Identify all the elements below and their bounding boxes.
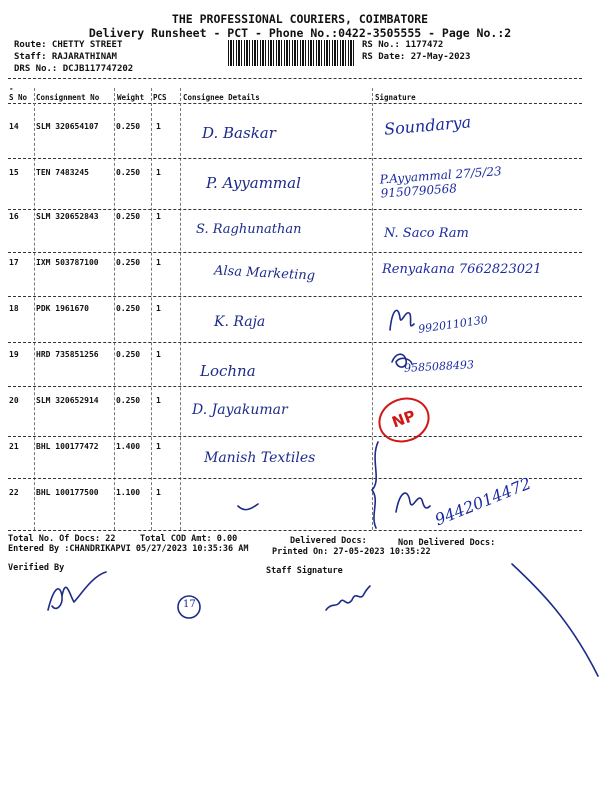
row-weight: 0.250 bbox=[116, 212, 141, 221]
consignee-handwritten: Lochna bbox=[200, 362, 256, 380]
row-pcs: 1 bbox=[156, 396, 161, 405]
row-consignment: BHL 100177500 bbox=[36, 488, 99, 497]
staff-signature bbox=[322, 582, 372, 618]
row-pcs: 1 bbox=[156, 350, 161, 359]
col-divider bbox=[34, 88, 35, 530]
rs-date: RS Date: 27-May-2023 bbox=[362, 52, 471, 62]
runsheet-subtitle: Delivery Runsheet - PCT - Phone No.:0422-3505555 - Page No.:2 bbox=[88, 26, 512, 40]
recipient-signature: Soundarya bbox=[383, 112, 472, 139]
sno-header-dash: - bbox=[9, 84, 14, 93]
row-weight: 0.250 bbox=[116, 258, 141, 267]
col-divider bbox=[180, 88, 181, 530]
header-bottom-rule bbox=[8, 103, 582, 104]
row-sno: 14 bbox=[9, 122, 19, 131]
staff-signature-label: Staff Signature bbox=[266, 566, 343, 576]
row-consignment: IXM 503787100 bbox=[36, 258, 99, 267]
table-bottom-rule bbox=[8, 530, 582, 531]
stray-pen-line bbox=[510, 560, 600, 680]
consignee-handwritten: K. Raja bbox=[214, 314, 266, 330]
delivered-docs: Delivered Docs: bbox=[290, 536, 367, 546]
row-rule bbox=[8, 209, 582, 210]
row-rule bbox=[8, 342, 582, 343]
row-sno: 18 bbox=[9, 304, 19, 313]
col-divider bbox=[114, 88, 115, 530]
weight-header: Weight bbox=[117, 93, 145, 102]
total-docs: Total No. Of Docs: 22 bbox=[8, 534, 116, 544]
row-sno: 15 bbox=[9, 168, 19, 177]
row-sno: 20 bbox=[9, 396, 19, 405]
consignee-handwritten: Manish Textiles bbox=[204, 450, 316, 466]
consignee-handwritten: D. Jayakumar bbox=[192, 402, 288, 418]
row-sno: 21 bbox=[9, 442, 19, 451]
not-picked-stamp: NP bbox=[372, 390, 436, 449]
recipient-signature-scribble bbox=[386, 300, 416, 340]
recipient-signature: 9585088493 bbox=[403, 358, 475, 375]
total-cod-amount: Total COD Amt: 0.00 bbox=[140, 534, 238, 544]
row-pcs: 1 bbox=[156, 122, 161, 131]
row-consignment: SLM 320652843 bbox=[36, 212, 99, 221]
printed-on: Printed On: 27-05-2023 10:35:22 bbox=[272, 547, 431, 557]
route-label: Route: CHETTY STREET bbox=[14, 40, 123, 50]
circled-mark: 17 bbox=[183, 599, 196, 610]
consignee-handwritten: Alsa Marketing bbox=[213, 263, 316, 284]
row-rule bbox=[8, 436, 582, 437]
sno-header: S No bbox=[9, 93, 28, 102]
check-mark bbox=[236, 500, 260, 514]
row-consignment: TEN 7483245 bbox=[36, 168, 89, 177]
row-weight: 0.250 bbox=[116, 396, 141, 405]
row-consignment: PDK 1961670 bbox=[36, 304, 89, 313]
row-weight: 0.250 bbox=[116, 304, 141, 313]
row-rule bbox=[8, 158, 582, 159]
consignee-handwritten: S. Raghunathan bbox=[196, 222, 302, 237]
row-pcs: 1 bbox=[156, 168, 161, 177]
recipient-signature: Renyakana 7662823021 bbox=[382, 262, 542, 277]
row-sno: 17 bbox=[9, 258, 19, 267]
row-pcs: 1 bbox=[156, 258, 161, 267]
recipient-signature: 9920110130 bbox=[417, 313, 489, 336]
row-consignment: SLM 320654107 bbox=[36, 122, 99, 131]
bracket-mark bbox=[364, 440, 386, 530]
row-pcs: 1 bbox=[156, 212, 161, 221]
row-consignment: SLM 320652914 bbox=[36, 396, 99, 405]
row-sno: 22 bbox=[9, 488, 19, 497]
consignee-header: Consignee Details bbox=[183, 93, 260, 102]
row-consignment: BHL 100177472 bbox=[36, 442, 99, 451]
pcs-header: PCS bbox=[153, 93, 167, 102]
recipient-signature: N. Saco Ram bbox=[384, 226, 469, 241]
row-pcs: 1 bbox=[156, 488, 161, 497]
row-weight: 1.400 bbox=[116, 442, 141, 451]
row-rule bbox=[8, 252, 582, 253]
row-weight: 0.250 bbox=[116, 122, 141, 131]
table-top-rule bbox=[8, 78, 582, 79]
consignee-handwritten: P. Ayyammal bbox=[206, 174, 301, 192]
verifier-signature bbox=[40, 566, 110, 618]
row-sno: 16 bbox=[9, 212, 19, 221]
col-divider bbox=[151, 88, 152, 530]
row-pcs: 1 bbox=[156, 442, 161, 451]
row-rule bbox=[8, 478, 582, 479]
staff-label: Staff: RAJARATHINAM bbox=[14, 52, 117, 62]
row-rule bbox=[8, 386, 582, 387]
recipient-signature: P.Ayyammal 27/5/23 9150790568 bbox=[379, 164, 503, 201]
non-delivered-docs: Non Delivered Docs: bbox=[398, 538, 496, 548]
drs-number: DRS No.: DCJB117747202 bbox=[14, 64, 134, 74]
signature-header: Signature bbox=[375, 93, 416, 102]
consignee-handwritten: D. Baskar bbox=[202, 124, 276, 142]
recipient-signature-scribble bbox=[392, 484, 432, 518]
recipient-signature: 9442014472 bbox=[432, 473, 534, 530]
entered-by: Entered By :CHANDRIKAPVI 05/27/2023 10:35:36 AM bbox=[8, 544, 249, 554]
row-sno: 19 bbox=[9, 350, 19, 359]
row-weight: 0.250 bbox=[116, 350, 141, 359]
rs-number: RS No.: 1177472 bbox=[362, 40, 444, 50]
company-title: THE PROFESSIONAL COURIERS, COIMBATORE bbox=[171, 12, 429, 26]
row-pcs: 1 bbox=[156, 304, 161, 313]
barcode bbox=[228, 40, 356, 66]
row-weight: 1.100 bbox=[116, 488, 141, 497]
consignment-header: Consignment No bbox=[36, 93, 100, 102]
verified-by-label: Verified By bbox=[8, 563, 65, 573]
row-weight: 0.250 bbox=[116, 168, 141, 177]
row-consignment: HRD 735851256 bbox=[36, 350, 99, 359]
row-rule bbox=[8, 296, 582, 297]
